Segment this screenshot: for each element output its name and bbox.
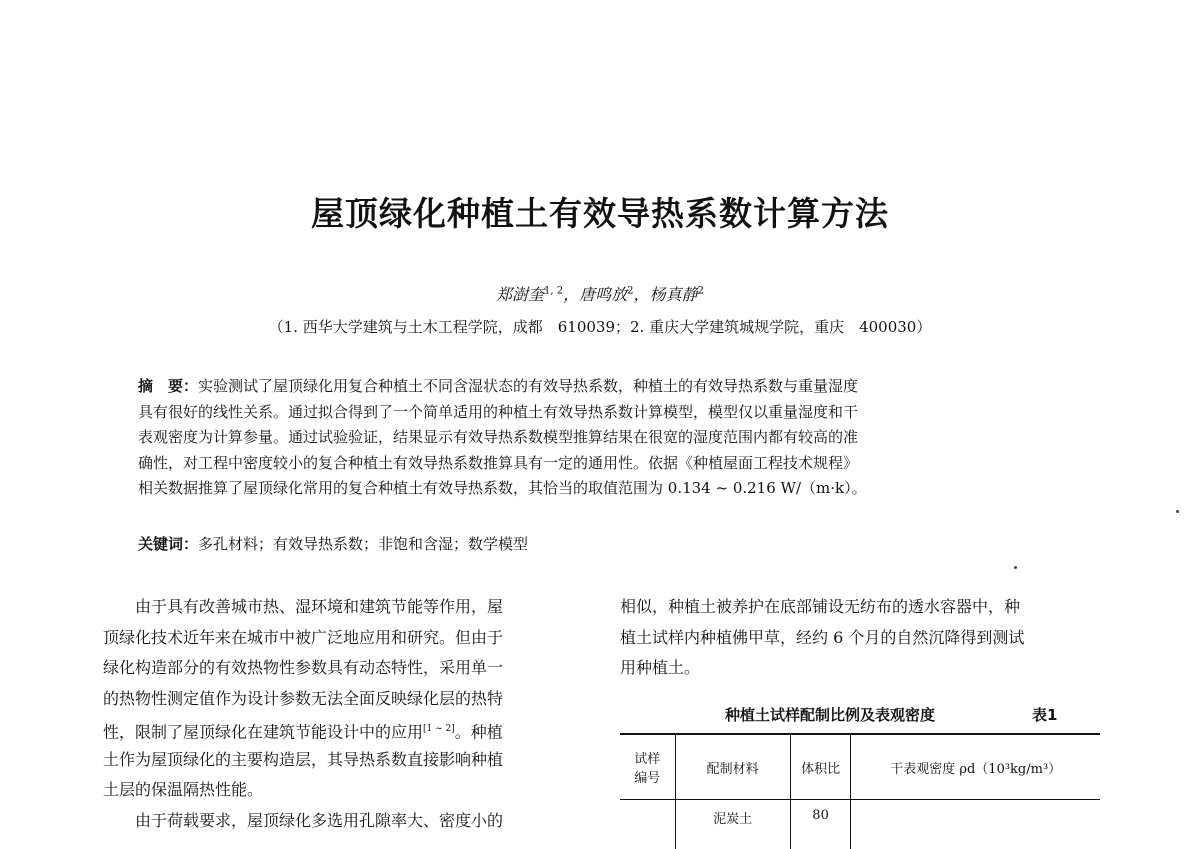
table-caption-title: 种植土试样配制比例及表观密度 <box>725 704 935 725</box>
header-material: 配制材料 <box>675 734 790 800</box>
author-separator: ， <box>563 285 579 304</box>
abstract-line: 表观密度为计算参量。通过试验验证，结果显示有效导热系数模型推算结果在很宽的湿度范围内都有较高的准 <box>138 425 1074 451</box>
body-text: 。种植 <box>455 722 503 741</box>
body-line: 用种植土。 <box>620 653 1100 684</box>
cell-sample-id <box>620 800 675 849</box>
abstract-line: 相关数据推算了屋顶绿化常用的复合种植土有效导热系数，其恰当的取值范围为 0.134 ~ 0.216 W/（m·k）。 <box>138 476 1074 502</box>
author-affiliation-mark: 2 <box>627 286 633 297</box>
body-column-right <box>620 592 1100 684</box>
abstract-text: 实验测试了屋顶绿化用复合种植土不同含湿状态的有效导热系数，种植土的有效导热系数与重量湿度 <box>198 377 858 395</box>
sample-table <box>620 733 1100 849</box>
paper-title: 屋顶绿化种植土有效导热系数计算方法 <box>0 188 1200 235</box>
author-name: 唐鸣放 <box>579 285 627 304</box>
keywords <box>138 533 528 554</box>
author-list <box>0 282 1200 305</box>
abstract-label: 摘 要： <box>138 377 198 395</box>
body-line: 顶绿化技术近年来在城市中被广泛地应用和研究。但由于 <box>103 623 583 654</box>
abstract-line: 具有很好的线性关系。通过拟合得到了一个简单适用的种植土有效导热系数计算模型，模型仅以重量湿度和干 <box>138 400 1074 426</box>
body-line <box>103 714 583 745</box>
table-header-row <box>620 734 1100 800</box>
keywords-label: 关键词： <box>138 535 198 553</box>
body-line: 土层的保温隔热性能。 <box>103 775 583 806</box>
header-volume-ratio: 体积比 <box>790 734 851 800</box>
header-sample-id: 试样 编号 <box>620 734 675 800</box>
body-line: 由于荷载要求，屋顶绿化多选用孔隙率大、密度小的 <box>103 806 583 837</box>
cell-dry-density <box>851 800 1100 849</box>
table-row <box>620 800 1100 849</box>
body-line: 植土试样内种植佛甲草，经约 6 个月的自然沉降得到测试 <box>620 623 1100 654</box>
table-number: 表1 <box>1032 704 1057 725</box>
abstract <box>138 374 1074 502</box>
header-dry-density: 干表观密度 ρd（10³kg/m³） <box>851 734 1100 800</box>
body-line: 绿化构造部分的有效热物性参数具有动态特性，采用单一 <box>103 653 583 684</box>
cell-material: 泥炭土 <box>675 800 790 849</box>
abstract-line <box>138 374 1074 400</box>
body-text: 性，限制了屋顶绿化在建筑节能设计中的应用 <box>103 722 423 741</box>
abstract-line: 确性，对工程中密度较小的复合种植土有效导热系数推算具有一定的通用性。依据《种植屋面工程技术规程》 <box>138 451 1074 477</box>
author-separator: ， <box>634 285 650 304</box>
citation-reference: [1 ~ 2] <box>423 724 455 734</box>
scan-speck <box>1176 510 1179 513</box>
keywords-text: 多孔材料；有效导热系数；非饱和含湿；数学模型 <box>198 535 528 553</box>
body-line: 相似，种植土被养护在底部铺设无纺布的透水容器中，种 <box>620 592 1100 623</box>
body-line: 的热物性测定值作为设计参数无法全面反映绿化层的热特 <box>103 684 583 715</box>
author-name: 杨真静 <box>650 285 698 304</box>
body-line: 土作为屋顶绿化的主要构造层，其导热系数直接影响种植 <box>103 745 583 776</box>
cell-volume-ratio: 80 <box>790 800 851 849</box>
author-name: 郑澍奎 <box>496 285 544 304</box>
author-affiliation-mark: 2 <box>698 286 704 297</box>
body-column-left <box>103 592 583 836</box>
author-affiliation-mark: 1, 2 <box>544 286 563 297</box>
scan-speck <box>1014 566 1017 569</box>
body-line: 由于具有改善城市热、湿环境和建筑节能等作用，屋 <box>103 592 583 623</box>
affiliations: （1. 西华大学建筑与土木工程学院，成都 610039；2. 重庆大学建筑城规学院，重庆 400030） <box>0 316 1200 337</box>
